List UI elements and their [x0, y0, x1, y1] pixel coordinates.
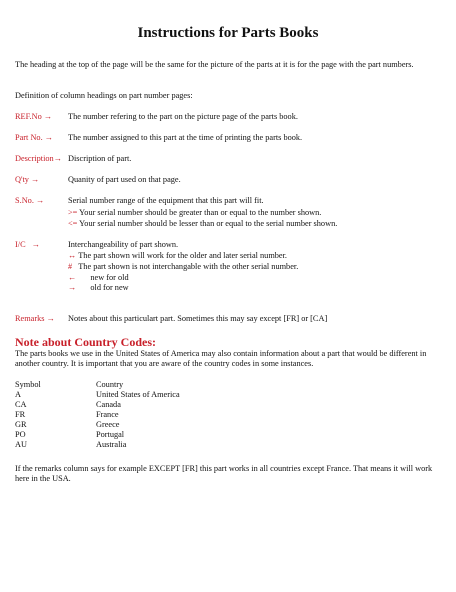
ic-rule-text: new for old — [90, 273, 129, 282]
arrow-right-icon: → — [44, 133, 54, 142]
country-symbol: GR — [15, 420, 27, 429]
country-name: Portugal — [96, 430, 125, 439]
term-label: Part No. — [15, 133, 43, 142]
intro-paragraph: The heading at the top of the page will be the same for the picture of the parts at it is for the page with the part numbers. — [15, 60, 414, 69]
arrow-right-icon: → — [46, 314, 55, 323]
arrow-left-icon: ← — [68, 273, 77, 282]
country-symbol: AU — [15, 440, 27, 449]
closing-paragraph: If the remarks column says for example EXCEPT [FR] this part works in all countries except France. That means it will work here in the USA. — [15, 464, 433, 483]
table-header-row — [15, 380, 275, 390]
term-description: The number assigned to this part at the time of printing the parts book. — [68, 133, 303, 142]
table-row — [15, 400, 275, 410]
term-qty — [15, 175, 39, 185]
ic-rule-not-interchangeable — [68, 262, 298, 272]
arrow-right-icon: → — [43, 112, 53, 121]
ic-rule-text: The part shown will work for the older and later serial number. — [78, 251, 287, 260]
term-label: Remarks — [15, 314, 45, 323]
country-name: Australia — [96, 440, 127, 449]
term-description: Interchangeability of part shown. — [68, 240, 179, 249]
column-header-country: Country — [96, 380, 124, 389]
greater-equal-symbol: >= — [68, 208, 78, 217]
term-description: Serial number range of the equipment that this part will fit. — [68, 196, 264, 205]
term-label: Description — [15, 154, 54, 163]
country-codes-title: Note about Country Codes: — [15, 335, 156, 349]
term-part-no — [15, 133, 53, 143]
term-label: S.No. — [15, 196, 34, 205]
country-name: Greece — [96, 420, 120, 429]
country-name: United States of America — [96, 390, 180, 399]
term-label: I/C — [15, 240, 26, 249]
table-row — [15, 420, 275, 430]
country-codes-note: The parts books we use in the United States of America may also contain information about a part that would be different in another country. It is important that you are aware of the country codes in some instances. — [15, 349, 427, 368]
term-description: Quanity of part used on that page. — [68, 175, 181, 184]
double-arrow-icon: ↔ — [68, 251, 77, 260]
country-name: France — [96, 410, 119, 419]
table-row — [15, 430, 275, 440]
column-header-symbol: Symbol — [15, 380, 41, 389]
serial-rule-text: Your serial number should be lesser than or equal to the serial number shown. — [79, 219, 338, 228]
term-label: Q'ty — [15, 175, 29, 184]
country-symbol: CA — [15, 400, 27, 409]
arrow-right-icon: → — [68, 283, 77, 292]
ic-rule-old-for-new — [68, 283, 129, 293]
country-symbol: FR — [15, 410, 26, 419]
arrow-right-icon: → — [31, 175, 40, 184]
ic-rule-text: The part shown is not interchangable with the other serial number. — [78, 262, 299, 271]
table-row — [15, 440, 275, 450]
arrow-right-icon: → — [53, 154, 63, 163]
term-label: REF.No — [15, 112, 42, 121]
serial-rule-lesser — [68, 219, 337, 229]
page-title: Instructions for Parts Books — [137, 25, 319, 41]
table-row — [15, 410, 275, 420]
term-description: Notes about this particulart part. Sometimes this may say except [FR] or [CA] — [68, 314, 328, 323]
term-description: Discription of part. — [68, 154, 132, 163]
term-remarks — [15, 314, 55, 324]
term-description-heading — [15, 154, 62, 164]
term-ref-no — [15, 112, 52, 122]
serial-rule-greater — [68, 208, 321, 218]
ic-rule-new-for-old — [68, 273, 129, 283]
table-row — [15, 390, 275, 400]
arrow-right-icon: → — [31, 240, 40, 249]
ic-rule-both — [68, 251, 287, 261]
definitions-heading: Definition of column headings on part number pages: — [15, 91, 193, 100]
less-equal-symbol: <= — [68, 219, 78, 228]
arrow-right-icon: → — [35, 196, 45, 205]
term-description: The number refering to the part on the picture page of the parts book. — [68, 112, 298, 121]
term-serial-no — [15, 196, 44, 206]
ic-rule-text: old for new — [90, 283, 129, 292]
hash-symbol: # — [68, 262, 73, 271]
country-code-table — [15, 380, 275, 450]
country-symbol: PO — [15, 430, 26, 439]
serial-rule-text: Your serial number should be greater than or equal to the number shown. — [79, 208, 322, 217]
country-name: Canada — [96, 400, 121, 409]
country-symbol: A — [15, 390, 21, 399]
term-interchangeability — [15, 240, 40, 250]
